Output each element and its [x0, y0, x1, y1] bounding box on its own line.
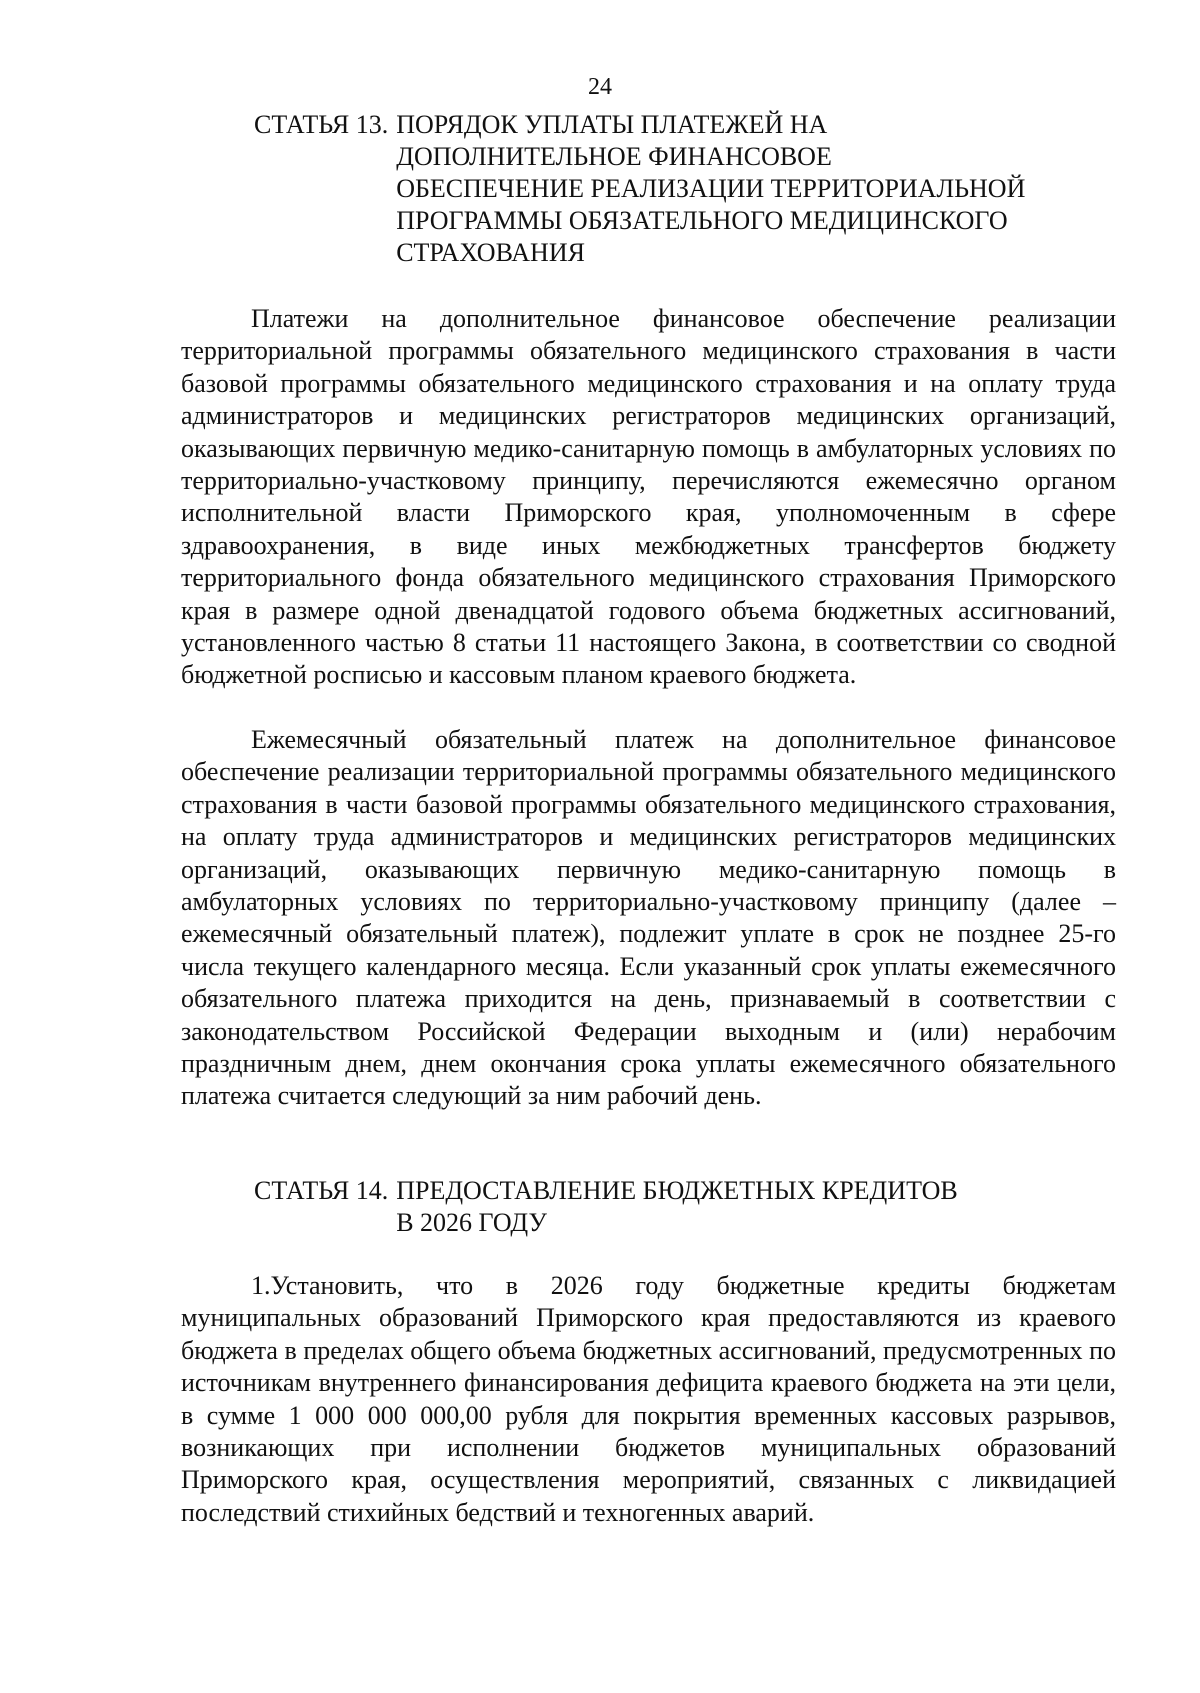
article-14-title-line: ПРЕДОСТАВЛЕНИЕ БЮДЖЕТНЫХ КРЕДИТОВ [396, 1176, 958, 1205]
article-13-title [388, 109, 1114, 269]
page-number: 24 [588, 74, 612, 100]
article-13-paragraph-2: Ежемесячный обязательный платеж на дополнительное финансовое обеспечение реализации территориальной программы обязательного медицинского страхования в части базовой программы обязательного медицинского страхования, на оплату труда администраторов и медицинских регистраторов медицинских организаций, оказывающих первичную медико-санитарную помощь в амбулаторных условиях по территориально-участковому принципу (далее – ежемесячный обязательный платеж), подлежит уплате в срок не позднее 25-го числа текущего календарного месяца. Если указанный срок уплаты ежемесячного обязательного платежа приходится на день, признаваемый в соответствии с законодательством Российской Федерации выходным и (или) нерабочим праздничным днем, днем окончания срока уплаты ежемесячного обязательного платежа считается следующий за ним рабочий день. [181, 725, 1116, 1111]
article-13-title-line: ПРОГРАММЫ ОБЯЗАТЕЛЬНОГО МЕДИЦИНСКОГО [396, 206, 1008, 235]
article-13-heading [254, 109, 1114, 269]
article-14-label: СТАТЬЯ 14. [254, 1176, 389, 1205]
article-13-title-line: ДОПОЛНИТЕЛЬНОЕ ФИНАНСОВОЕ [396, 142, 832, 171]
article-13-title-line: ОБЕСПЕЧЕНИЕ РЕАЛИЗАЦИИ ТЕРРИТОРИАЛЬНОЙ [396, 174, 1026, 203]
article-13-label: СТАТЬЯ 13. [254, 110, 389, 139]
article-14-title-line: В 2026 ГОДУ [396, 1208, 547, 1237]
article-13-title-line: СТРАХОВАНИЯ [396, 238, 585, 267]
article-14-title [388, 1175, 1114, 1239]
article-13-paragraph-1: Платежи на дополнительное финансовое обеспечение реализации территориальной программы обязательного медицинского страхования в части базовой программы обязательного медицинского страхования и на оплату труда администраторов и медицинских регистраторов медицинских организаций, оказывающих первичную медико-санитарную помощь в амбулаторных условиях по территориально-участковому принципу, перечисляются ежемесячно органом исполнительной власти Приморского края, уполномоченным в сфере здравоохранения, в виде иных межбюджетных трансфертов бюджету территориального фонда обязательного медицинского страхования Приморского края в размере одной двенадцатой годового объема бюджетных ассигнований, установленного частью 8 статьи 11 настоящего Закона, в соответствии со сводной бюджетной росписью и кассовым планом краевого бюджета. [181, 304, 1116, 690]
article-13-title-line: ПОРЯДОК УПЛАТЫ ПЛАТЕЖЕЙ НА [396, 110, 828, 139]
article-14-paragraph-1: 1.Установить, что в 2026 году бюджетные кредиты бюджетам муниципальных образований Приморского края предоставляются из краевого бюджета в пределах общего объема бюджетных ассигнований, предусмотренных по источникам внутреннего финансирования дефицита краевого бюджета на эти цели, в сумме 1 000 000 000,00 рубля для покрытия временных кассовых разрывов, возникающих при исполнении бюджетов муниципальных образований Приморского края, осуществления мероприятий, связанных с ликвидацией последствий стихийных бедствий и техногенных аварий. [181, 1271, 1116, 1527]
article-14-heading [254, 1175, 1114, 1239]
